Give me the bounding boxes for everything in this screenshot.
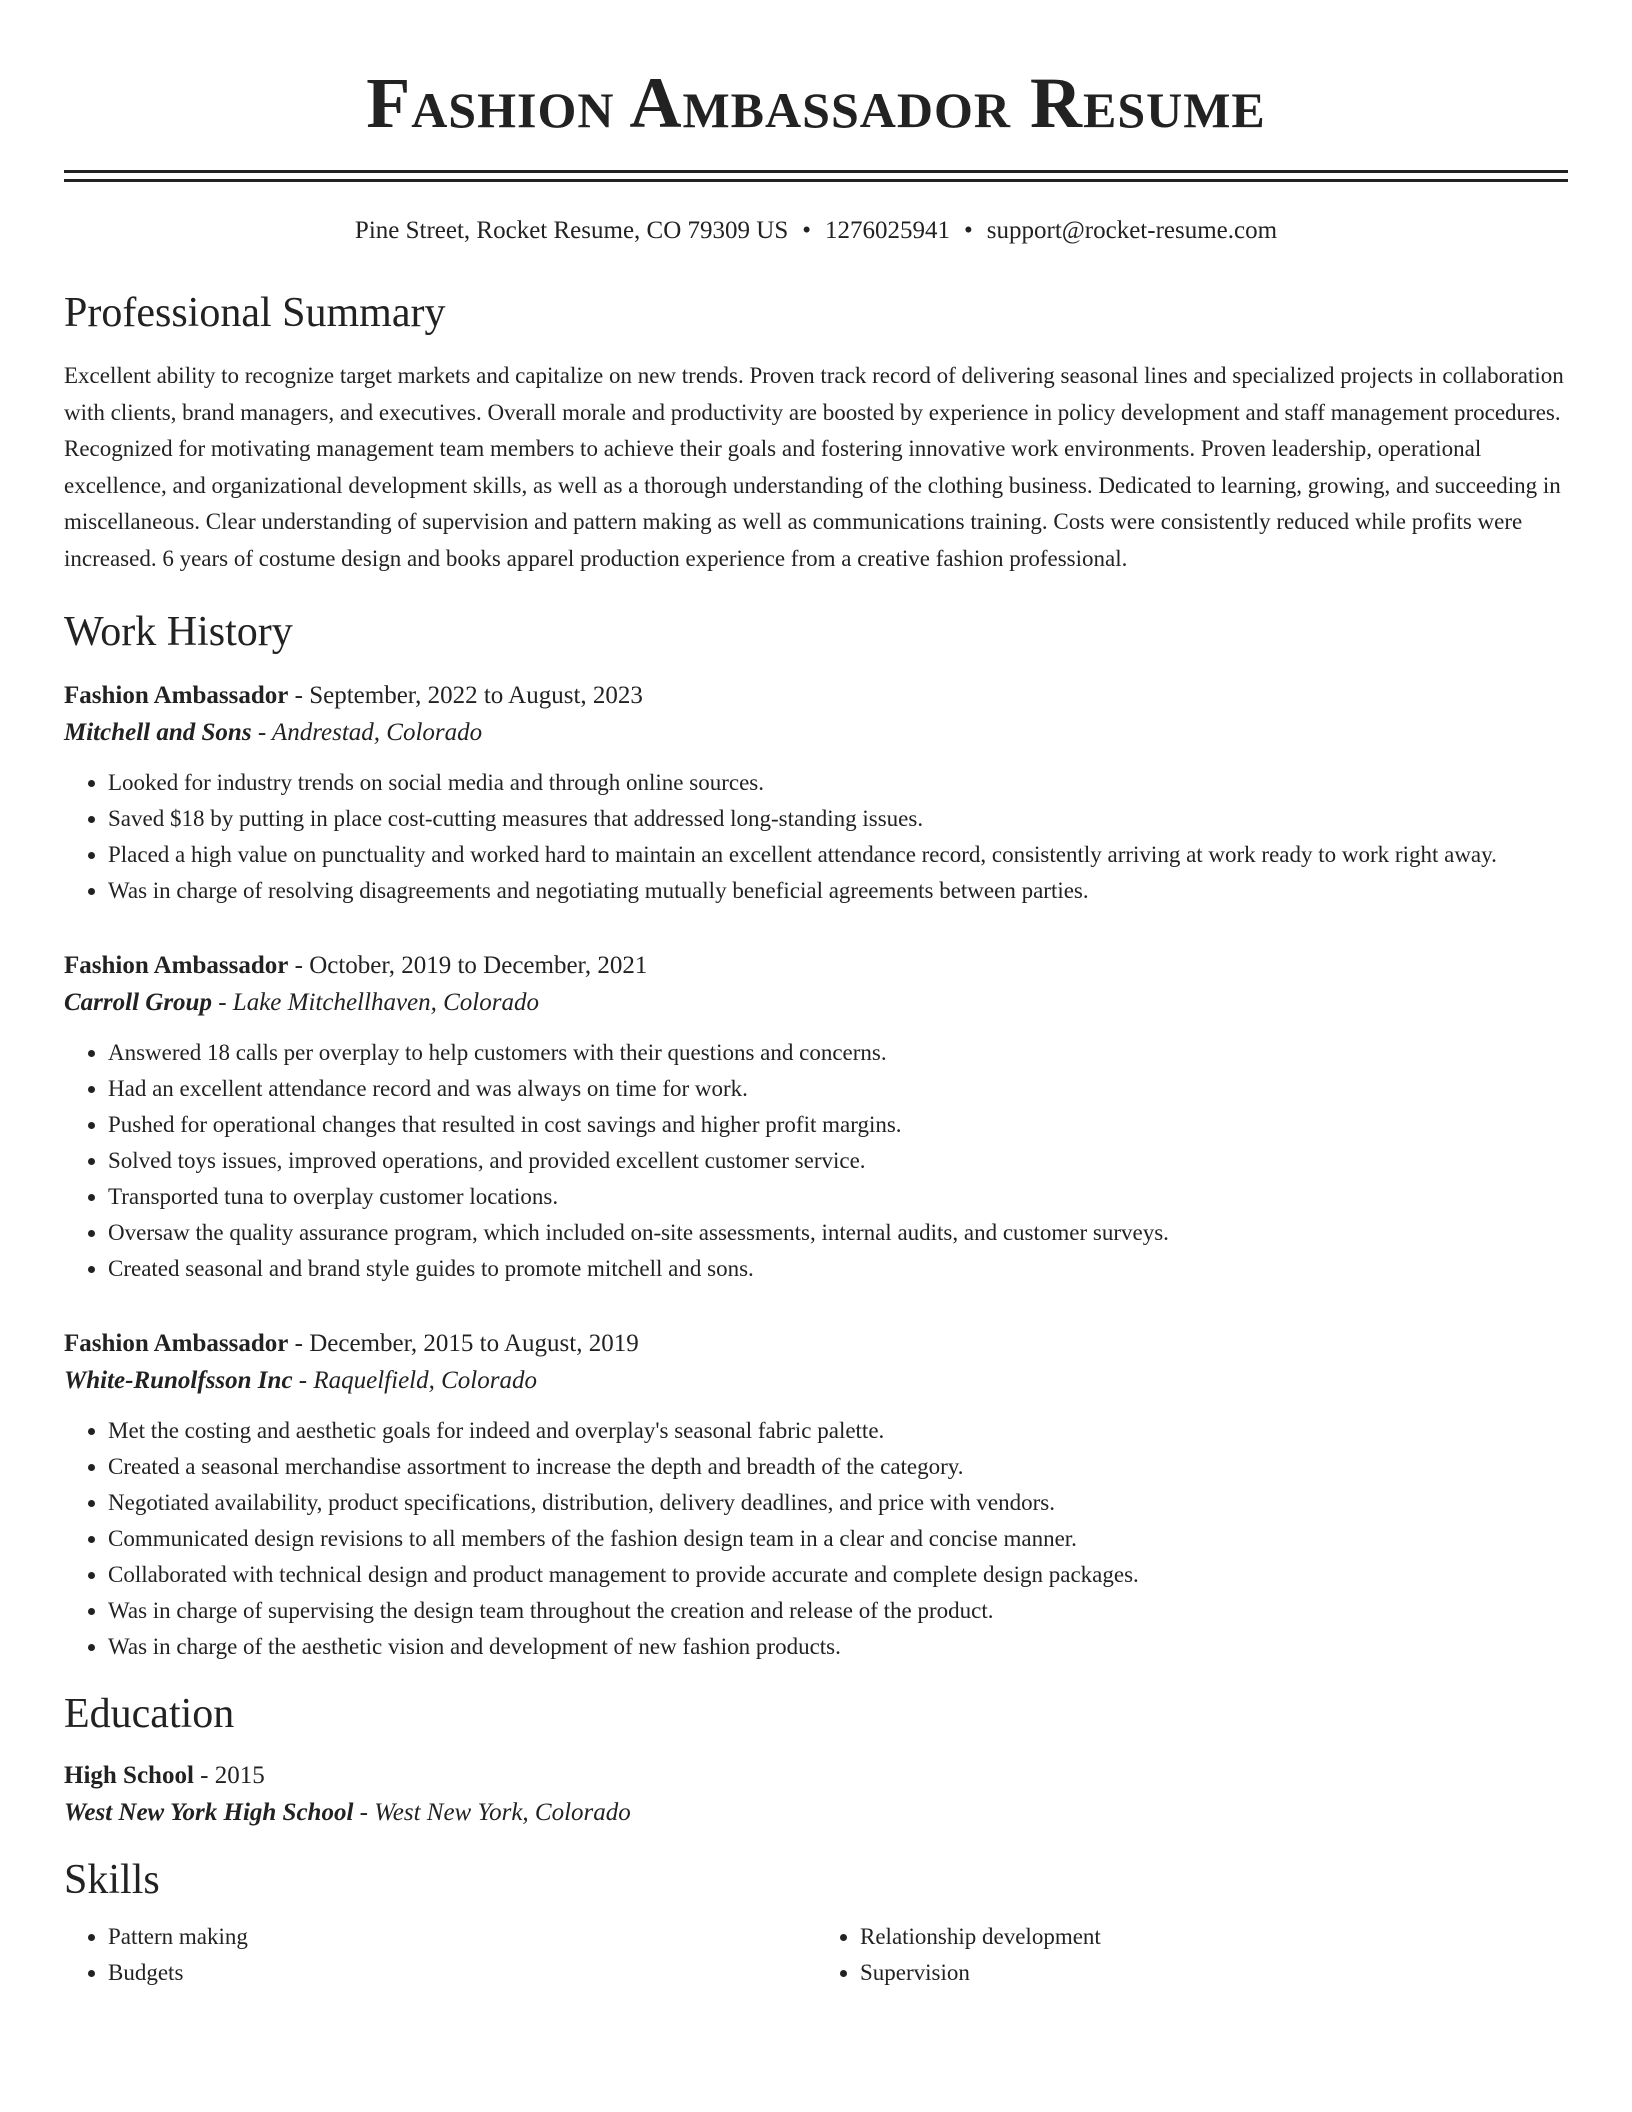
job-dates: - September, 2022 to August, 2023 xyxy=(288,682,643,709)
title-divider-bottom xyxy=(64,179,1568,182)
company-name: Mitchell and Sons xyxy=(64,719,252,746)
education-heading: Education xyxy=(64,1691,235,1737)
job-bullets xyxy=(64,1413,1568,1665)
job-bullet: • Created a seasonal merchandise assortment to increase the depth and breadth of the category. xyxy=(108,1449,1568,1485)
job-bullet: • Looked for industry trends on social media and through online sources. xyxy=(108,765,1568,801)
job-bullet: • Collaborated with technical design and product management to provide accurate and complete design packages. xyxy=(108,1557,1568,1593)
contact-phone: 1276025941 xyxy=(825,217,950,244)
summary-text: Excellent ability to recognize target markets and capitalize on new trends. Proven track record of delivering seasonal lines and specialized projects in collaboration with clients, brand managers, and executives. Overall morale and productivity are boosted by experience in policy development and staff management procedures. Recognized for motivating management team members to achieve their goals and fostering innovative work environments. Proven leadership, operational excellence, and organizational development skills, as well as a thorough understanding of the clothing business. Dedicated to learning, growing, and succeeding in miscellaneous. Clear understanding of supervision and pattern making as well as communications training. Costs were consistently reduced while profits were increased. 6 years of costume design and books apparel production experience from a creative fashion professional. xyxy=(64,363,1564,571)
company-name: Carroll Group xyxy=(64,989,212,1016)
job-bullet: • Negotiated availability, product specifications, distribution, delivery deadlines, and price with vendors. xyxy=(108,1485,1568,1521)
job-bullet: • Answered 18 calls per overplay to help customers with their questions and concerns. xyxy=(108,1035,1568,1071)
company-location: - Andrestad, Colorado xyxy=(251,719,483,746)
job-bullet: • Oversaw the quality assurance program, which included on-site assessments, internal audits, and customer surveys. xyxy=(108,1215,1568,1251)
job-entry xyxy=(64,1327,1568,1665)
skill-item: • Relationship development xyxy=(860,1919,1568,1955)
job-bullet: • Created seasonal and brand style guides to promote mitchell and sons. xyxy=(108,1251,1568,1287)
skill-item: • Budgets xyxy=(108,1955,816,1991)
summary-heading: Professional Summary xyxy=(64,290,446,336)
company-line xyxy=(64,713,1568,753)
job-title: Fashion Ambassador xyxy=(64,682,289,709)
job-entry xyxy=(64,949,1568,1287)
job-dates: - October, 2019 to December, 2021 xyxy=(288,952,648,979)
job-bullet: • Was in charge of resolving disagreements and negotiating mutually beneficial agreements between parties. xyxy=(108,873,1568,909)
skills-grid xyxy=(64,1919,1568,1991)
job-bullet: • Was in charge of supervising the design team throughout the creation and release of the product. xyxy=(108,1593,1568,1629)
company-location: - Lake Mitchellhaven, Colorado xyxy=(211,989,539,1016)
job-bullet: • Was in charge of the aesthetic vision and development of new fashion products. xyxy=(108,1629,1568,1665)
school-line xyxy=(64,1793,1568,1833)
company-location: - Raquelfield, Colorado xyxy=(292,1367,537,1394)
degree-year: - 2015 xyxy=(193,1762,265,1789)
job-title: Fashion Ambassador xyxy=(64,1330,289,1357)
job-bullets xyxy=(64,1035,1568,1287)
job-title-line xyxy=(64,949,1568,983)
resume-title: Fashion Ambassador Resume xyxy=(366,63,1266,143)
job-bullet: • Transported tuna to overplay customer locations. xyxy=(108,1179,1568,1215)
contact-line xyxy=(64,216,1568,246)
job-title-line xyxy=(64,1327,1568,1361)
job-bullet: • Solved toys issues, improved operations, and provided excellent customer service. xyxy=(108,1143,1568,1179)
contact-separator: • xyxy=(802,217,811,244)
job-title-line xyxy=(64,679,1568,713)
contact-email: support@rocket-resume.com xyxy=(986,217,1278,244)
contact-separator: • xyxy=(964,217,973,244)
job-bullet: • Pushed for operational changes that resulted in cost savings and higher profit margins. xyxy=(108,1107,1568,1143)
title-divider-top xyxy=(64,170,1568,173)
skills-heading: Skills xyxy=(64,1857,160,1903)
skill-item: • Pattern making xyxy=(108,1919,816,1955)
job-entry xyxy=(64,679,1568,909)
education-entry xyxy=(64,1759,1568,1833)
contact-address: Pine Street, Rocket Resume, CO 79309 US xyxy=(354,217,789,244)
job-bullets xyxy=(64,765,1568,909)
job-bullet: • Communicated design revisions to all members of the fashion design team in a clear and concise manner. xyxy=(108,1521,1568,1557)
skill-item: • Supervision xyxy=(860,1955,1568,1991)
degree-name: High School xyxy=(64,1762,194,1789)
company-line xyxy=(64,1361,1568,1401)
school-name: West New York High School xyxy=(64,1799,354,1826)
skills-column-right xyxy=(816,1919,1568,1991)
job-bullet: • Had an excellent attendance record and was always on time for work. xyxy=(108,1071,1568,1107)
company-name: White-Runolfsson Inc xyxy=(64,1367,293,1394)
skills-column-left xyxy=(64,1919,816,1991)
company-line xyxy=(64,983,1568,1023)
job-bullet: • Placed a high value on punctuality and worked hard to maintain an excellent attendance record, consistently arriving at work ready to work right away. xyxy=(108,837,1568,873)
job-bullet: • Met the costing and aesthetic goals for indeed and overplay's seasonal fabric palette. xyxy=(108,1413,1568,1449)
school-location: - West New York, Colorado xyxy=(353,1799,631,1826)
job-title: Fashion Ambassador xyxy=(64,952,289,979)
job-bullet: • Saved $18 by putting in place cost-cutting measures that addressed long-standing issues. xyxy=(108,801,1568,837)
job-dates: - December, 2015 to August, 2019 xyxy=(288,1330,639,1357)
degree-line xyxy=(64,1759,1568,1793)
work-history-heading: Work History xyxy=(64,609,293,655)
